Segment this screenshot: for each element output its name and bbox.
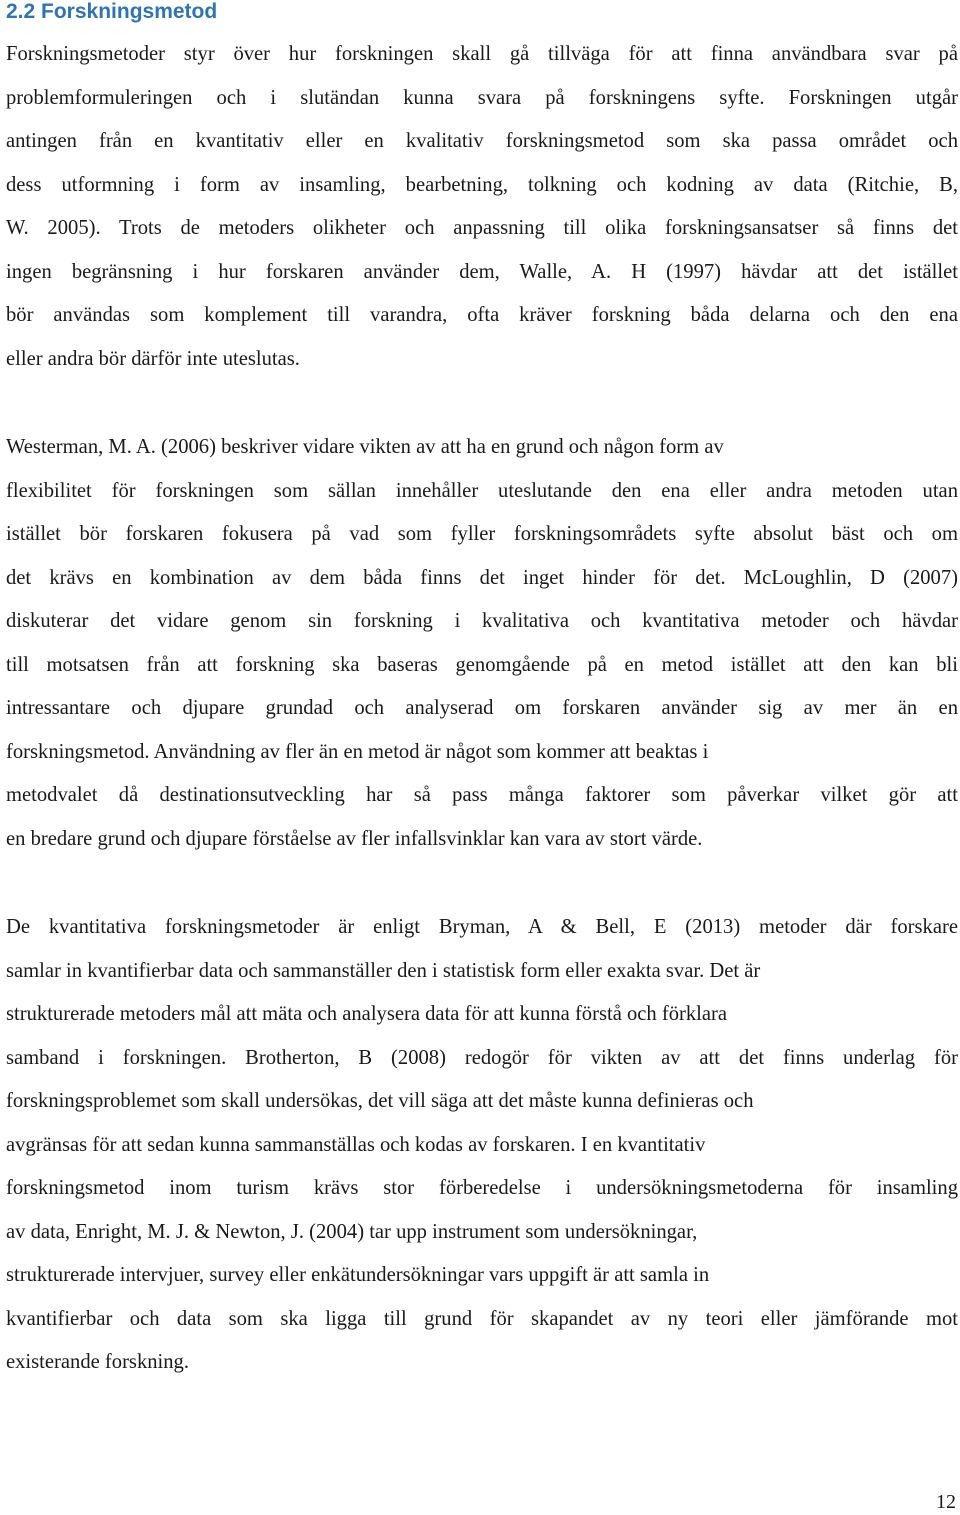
paragraph-line: eller andra bör därför inte uteslutas. (6, 347, 300, 370)
paragraph-3 (6, 906, 958, 1385)
paragraph-line: till motsatsen från att forskning ska baseras genomgående på en metod istället att den kan bli (6, 653, 958, 676)
paragraph-line: det krävs en kombination av dem båda finns det inget hinder för det. McLoughlin, D (2007) (6, 566, 958, 589)
paragraph-line: Forskningsmetoder styr över hur forskningen skall gå tillväga för att finna användbara svar på (6, 43, 958, 65)
paragraph-line: W. 2005). Trots de metoders olikheter och anpassning till olika forskningsansatser så finns det (6, 217, 958, 239)
paragraph-line: forskningsmetod. Användning av fler än en metod är något som kommer att beaktas i (6, 740, 709, 763)
paragraph-line: dess utformning i form av insamling, bearbetning, tolkning och kodning av data (Ritchie, B, (6, 173, 958, 196)
paragraph-line: en bredare grund och djupare förståelse av fler infallsvinklar kan vara av stort värde. (6, 827, 703, 850)
paragraph-line: istället bör forskaren fokusera på vad som fyller forskningsområdets syfte absolut bäst och om (6, 523, 958, 545)
paragraph-line: av data, Enright, M. J. & Newton, J. (2004) tar upp instrument som undersökningar, (6, 1220, 698, 1243)
paragraph-line: intressantare och djupare grundad och analyserad om forskaren använder sig av mer än en (6, 697, 958, 719)
section-heading: 2.2 Forskningsmetod (6, 0, 218, 23)
paragraph-2 (6, 426, 958, 861)
paragraph-line: samlar in kvantifierbar data och sammanställer den i statistisk form eller exakta svar. Det är (6, 959, 761, 982)
paragraph-line: ingen begränsning i hur forskaren använder dem, Walle, A. H (1997) hävdar att det istället (6, 260, 958, 283)
paragraph-line: forskningsproblemet som skall undersökas, det vill säga att det måste kunna definieras och (6, 1090, 754, 1112)
paragraph-line: bör användas som komplement till varandra, ofta kräver forskning båda delarna och den ena (6, 304, 958, 326)
page-number: 12 (936, 1491, 956, 1513)
paragraph-line: strukturerade metoders mål att mäta och analysera data för att kunna förstå och förklara (6, 1003, 728, 1025)
paragraph-line: existerande forskning. (6, 1351, 190, 1373)
paragraph-line: problemformuleringen och i slutändan kunna svara på forskningens syfte. Forskningen utgår (6, 86, 958, 109)
paragraph-line: flexibilitet för forskningen som sällan innehåller uteslutande den ena eller andra metoden utan (6, 479, 958, 502)
paragraph-line: samband i forskningen. Brotherton, B (2008) redogör för vikten av att det finns underlag för (6, 1046, 958, 1069)
paragraph-line: strukturerade intervjuer, survey eller enkätundersökningar vars uppgift är att samla in (6, 1264, 710, 1286)
paragraph-line: De kvantitativa forskningsmetoder är enligt Bryman, A & Bell, E (2013) metoder där forskare (6, 916, 958, 938)
paragraph-line: forskningsmetod inom turism krävs stor förberedelse i undersökningsmetoderna för insamling (6, 1177, 958, 1199)
paragraph-line: metodvalet då destinationsutveckling har så pass många faktorer som påverkar vilket gör att (6, 784, 958, 806)
paragraph-line: avgränsas för att sedan kunna sammanställas och kodas av forskaren. I en kvantitativ (6, 1133, 706, 1156)
paragraph-line: diskuterar det vidare genom sin forskning i kvalitativa och kvantitativa metoder och hävdar (6, 610, 958, 632)
paragraph-1 (6, 33, 958, 381)
paragraph-line: Westerman, M. A. (2006) beskriver vidare vikten av att ha en grund och någon form av (6, 436, 724, 458)
paragraph-line: antingen från en kvantitativ eller en kvalitativ forskningsmetod som ska passa området och (6, 130, 958, 152)
paragraph-line: kvantifierbar och data som ska ligga till grund för skapandet av ny teori eller jämförande mot (6, 1307, 958, 1330)
